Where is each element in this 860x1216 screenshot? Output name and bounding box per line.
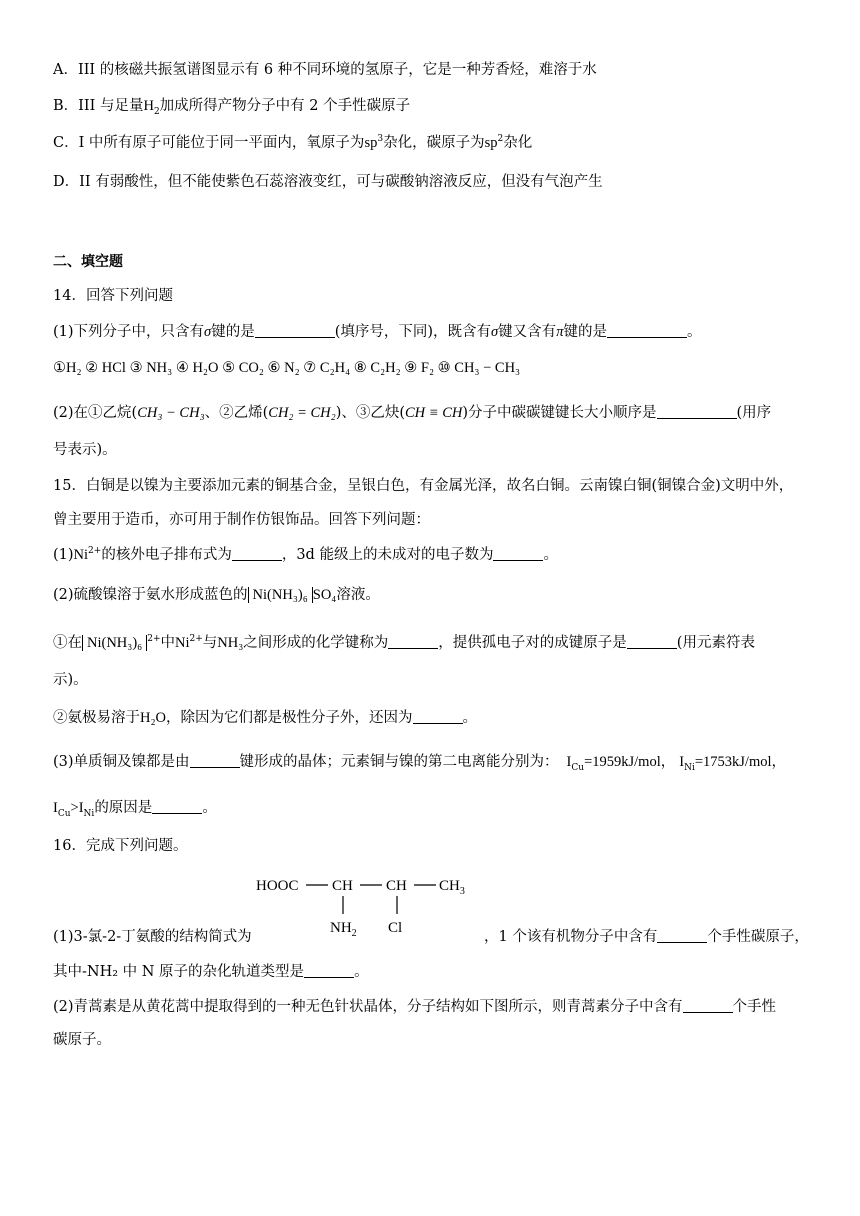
hooc-group: HOOC bbox=[256, 878, 299, 894]
answer-blank[interactable] bbox=[190, 753, 240, 768]
answer-blank[interactable] bbox=[388, 634, 438, 649]
q16-part1: ，1 个该有机物分子中含有 个手性碳原子， bbox=[484, 929, 809, 945]
answer-blank[interactable] bbox=[232, 546, 282, 561]
q15-part2-2: ②氨极易溶于H₂O，除因为它们都是极性分子外，还因为 。 bbox=[53, 710, 477, 726]
q15-part2-1-cont: 示)。 bbox=[53, 672, 88, 688]
cl-group: Cl bbox=[388, 920, 403, 936]
answer-blank[interactable] bbox=[152, 799, 202, 814]
q14-part2-cont: 号表示)。 bbox=[53, 442, 117, 458]
ch-group-2: CH bbox=[386, 878, 407, 894]
q14-molecule-list: ①H₂ ② HCl ③ NH₃ ④ H₂O ⑤ CO₂ ⑥ N₂ ⑦ C₂H₄ ⑧ C₂H₂ ⑨ F₂ ⑩ CH₃ − CH₃ bbox=[53, 360, 521, 376]
q15-part3-cont: $I_{Cu}>I_{Ni}$的原因是 。 bbox=[53, 800, 217, 819]
q14-part1: (1)下列分子中，只含有σ键的是 (填序号，下同)，既含有σ键又含有π键的是 。 bbox=[53, 324, 702, 340]
answer-blank[interactable] bbox=[493, 546, 543, 561]
ch-group-1: CH bbox=[332, 878, 353, 894]
q14-title: 14．回答下列问题 bbox=[53, 288, 173, 304]
ch3-group: $CH_3$ bbox=[439, 878, 465, 897]
q14-part2: (2)在①乙烷(CH₃ − CH₃、②乙烯(CH₂ = CH₂)、③乙炔(CH ≡ CH)分子中碳碳键键长大小顺序是 (用序 bbox=[53, 405, 772, 421]
q15-part1: $(1)Ni^{2+}$的核外电子排布式为 ，3d 能级上的未成对的电子数为 。 bbox=[53, 546, 558, 563]
answer-blank[interactable] bbox=[683, 998, 733, 1013]
answer-blank[interactable] bbox=[657, 928, 707, 943]
complex-bracket: Ni(NH₃)₆ bbox=[82, 635, 147, 651]
q15-part2-1: ①在 Ni(NH₃)₆ $^{2+}$中$Ni^{2+}$与NH₃之间形成的化学键称为 ，提供孤电子对的成键原子是 (用元素符表 bbox=[53, 634, 755, 651]
q16-part1-cont: 其中-NH₂ 中 N 原子的杂化轨道类型是 。 bbox=[53, 964, 369, 980]
q16-title: 16．完成下列问题。 bbox=[53, 838, 188, 854]
section-title: 二、填空题 bbox=[53, 254, 123, 270]
q15-part3: (3)单质铜及镍都是由 键形成的晶体；元素铜与镍的第二电离能分别为： $I_{Cu}=1959kJ$/mol， $I_{Ni}=1753kJ$/mol， bbox=[53, 754, 786, 773]
structural-formula-svg bbox=[256, 870, 476, 942]
answer-blank[interactable] bbox=[657, 404, 737, 419]
q16-part2: (2)青蒿素是从黄花蒿中提取得到的一种无色针状晶体，分子结构如下图所示，则青蒿素分子中含有 个手性 bbox=[53, 999, 777, 1015]
answer-blank[interactable] bbox=[413, 709, 463, 724]
option-a: A．III 的核磁共振氢谱图显示有 6 种不同环境的氢原子，它是一种芳香烃，难溶于水 bbox=[53, 62, 597, 78]
structural-formula bbox=[256, 870, 476, 942]
q15-intro-line1: 15．白铜是以镍为主要添加元素的铜基合金，呈银白色，有金属光泽，故名白铜。云南镍白铜(铜镍合金)文明中外， bbox=[53, 478, 794, 494]
q15-part2: (2)硫酸镍溶于氨水形成蓝色的 Ni(NH₃)₆ SO₄溶液。 bbox=[53, 587, 380, 603]
answer-blank[interactable] bbox=[304, 963, 354, 978]
answer-blank[interactable] bbox=[607, 323, 687, 338]
q16-part1-label: (1)3-氯-2-丁氨酸的结构简式为 bbox=[53, 929, 252, 945]
option-d: D．II 有弱酸性，但不能使紫色石蕊溶液变红，可与碳酸钠溶液反应，但没有气泡产生 bbox=[53, 174, 603, 190]
q15-intro-line2: 曾主要用于造币，亦可用于制作仿银饰品。回答下列问题： bbox=[53, 512, 430, 528]
complex-bracket: Ni(NH₃)₆ bbox=[248, 587, 313, 603]
nh2-group: $NH_2$ bbox=[330, 920, 357, 939]
answer-blank[interactable] bbox=[627, 634, 677, 649]
option-c: C．I 中所有原子可能位于同一平面内，氧原子为$sp^3$杂化，碳原子为$sp^2$杂化 bbox=[53, 134, 533, 151]
q16-part2-cont: 碳原子。 bbox=[53, 1032, 111, 1048]
answer-blank[interactable] bbox=[255, 323, 335, 338]
option-b: B．III 与足量$H_2$加成所得产物分子中有 2 个手性碳原子 bbox=[53, 98, 411, 117]
